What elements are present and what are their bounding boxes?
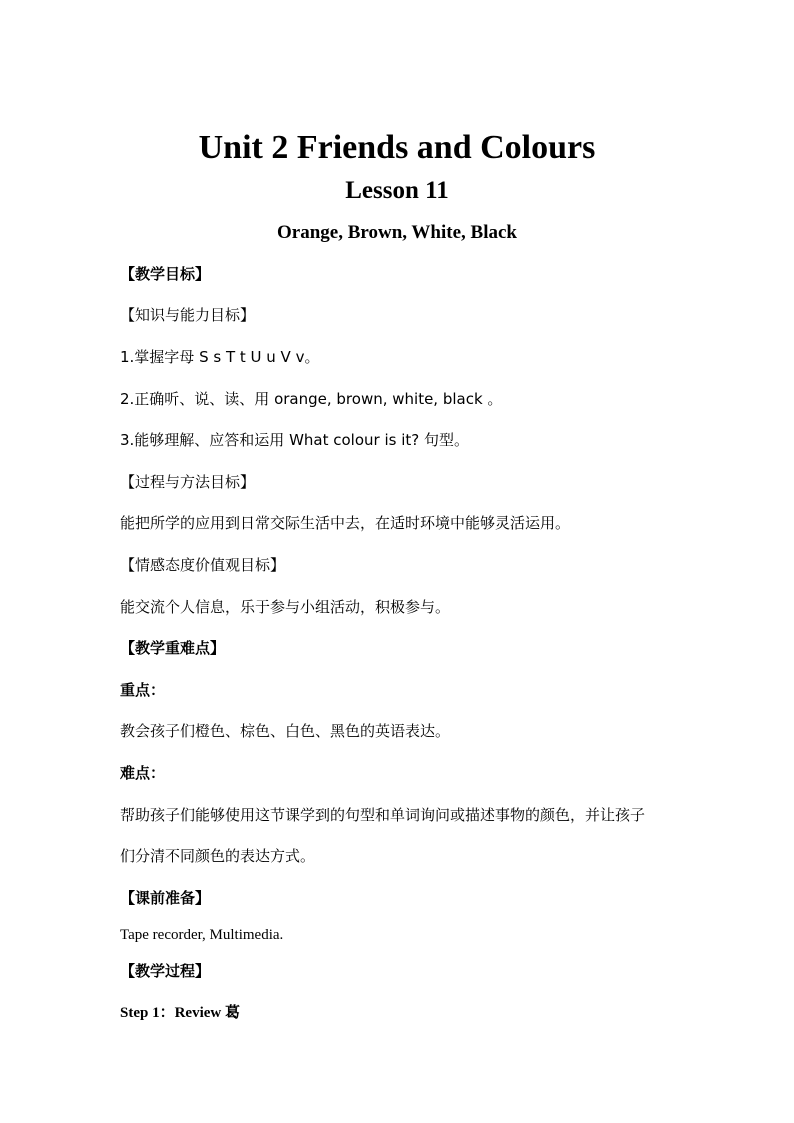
lesson-title: Lesson 11 — [345, 177, 449, 204]
process-goals-text: 能把所学的应用到日常交际生活中去，在适时环境中能够灵活运用。 — [120, 514, 571, 532]
heading-knowledge-goals: 【知识与能力目标】 — [120, 306, 256, 324]
document-title: Unit 2 Friends and Colours — [198, 129, 596, 166]
difficulty-text-line-2: 们分清不同颜色的表达方式。 — [120, 847, 316, 865]
heading-teaching-process: 【教学过程】 — [120, 962, 211, 980]
focus-label: 重点： — [120, 681, 166, 699]
heading-key-points: 【教学重难点】 — [120, 639, 226, 657]
heading-emotion-goals: 【情感态度价值观目标】 — [120, 556, 286, 574]
step-1-heading: Step 1：Review 葛 — [120, 1005, 240, 1021]
goal-item-1: 1.掌握字母 S s T t U u V v。 — [120, 348, 320, 366]
heading-preparation: 【课前准备】 — [120, 889, 211, 907]
lesson-subtitle: Orange, Brown, White, Black — [277, 222, 517, 243]
goal-item-2: 2.正确听、说、读、用 orange, brown, white, black 。 — [120, 390, 503, 408]
difficulty-text-line-1: 帮助孩子们能够使用这节课学到的句型和单词询问或描述事物的颜色，并让孩子 — [120, 806, 646, 824]
focus-text: 教会孩子们橙色、棕色、白色、黑色的英语表达。 — [120, 722, 451, 740]
heading-process-goals: 【过程与方法目标】 — [120, 473, 256, 491]
preparation-text: Tape recorder, Multimedia. — [120, 927, 284, 943]
goal-item-3: 3.能够理解、应答和运用 What colour is it? 句型。 — [120, 431, 470, 449]
difficulty-label: 难点： — [120, 764, 166, 782]
emotion-goals-text: 能交流个人信息，乐于参与小组活动，积极参与。 — [120, 598, 451, 616]
heading-teaching-goals: 【教学目标】 — [120, 265, 211, 283]
